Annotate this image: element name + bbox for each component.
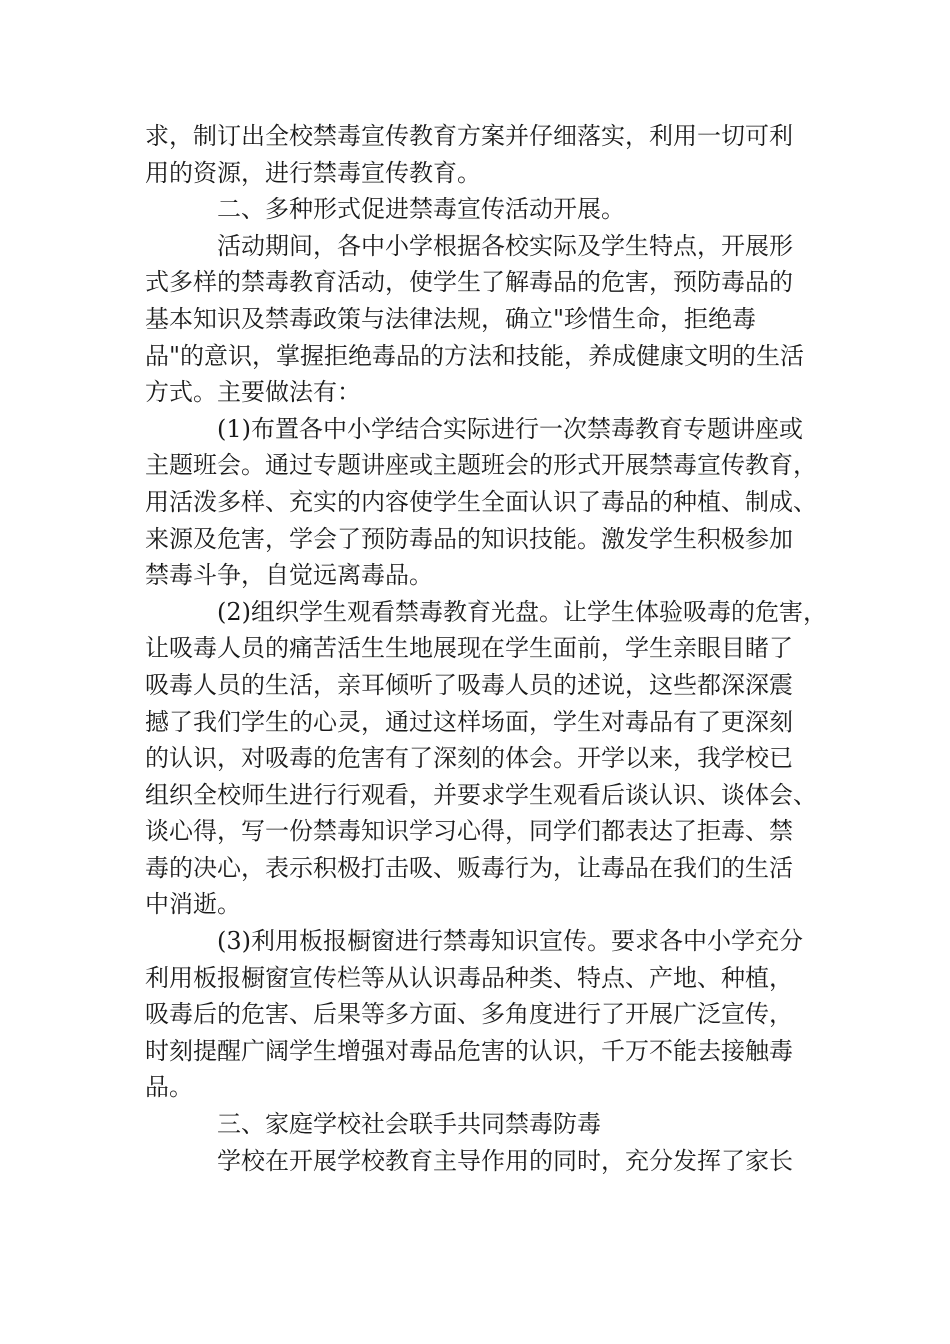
text-line: 利用板报橱窗宣传栏等从认识毒品种类、特点、产地、种植， bbox=[145, 963, 793, 992]
text-line: (1)布置各中小学结合实际进行一次禁毒教育专题讲座或 bbox=[217, 414, 803, 443]
text-line: 主题班会。通过专题讲座或主题班会的形式开展禁毒宣传教育， bbox=[145, 451, 817, 480]
document-body bbox=[145, 118, 827, 1179]
text-line: 方式。主要做法有： bbox=[145, 378, 361, 407]
text-line: 毒的决心，表示积极打击吸、贩毒行为，让毒品在我们的生活 bbox=[145, 853, 793, 882]
text-line: 谈心得，写一份禁毒知识学习心得，同学们都表达了拒毒、禁 bbox=[145, 817, 793, 846]
text-line: 的认识，对吸毒的危害有了深刻的体会。开学以来，我学校已 bbox=[145, 744, 793, 773]
text-line: 用活泼多样、充实的内容使学生全面认识了毒品的种植、制成、 bbox=[145, 487, 817, 516]
text-line: 三、家庭学校社会联手共同禁毒防毒 bbox=[217, 1110, 601, 1139]
text-line: 中消逝。 bbox=[145, 890, 241, 919]
text-line: 让吸毒人员的痛苦活生生地展现在学生面前，学生亲眼目睹了 bbox=[145, 634, 793, 663]
text-line: 品"的意识，掌握拒绝毒品的方法和技能，养成健康文明的生活 bbox=[145, 341, 805, 370]
text-line: 来源及危害，学会了预防毒品的知识技能。激发学生积极参加 bbox=[145, 524, 793, 553]
text-line: 学校在开展学校教育主导作用的同时，充分发挥了家长 bbox=[217, 1146, 793, 1175]
text-line: 撼了我们学生的心灵，通过这样场面，学生对毒品有了更深刻 bbox=[145, 707, 793, 736]
text-line: 用的资源，进行禁毒宣传教育。 bbox=[145, 158, 481, 187]
text-line: 时刻提醒广阔学生增强对毒品危害的认识，千万不能去接触毒 bbox=[145, 1036, 793, 1065]
text-line: (2)组织学生观看禁毒教育光盘。让学生体验吸毒的危害， bbox=[217, 597, 827, 626]
text-line: 品。 bbox=[145, 1073, 193, 1102]
text-line: 吸毒后的危害、后果等多方面、多角度进行了开展广泛宣传， bbox=[145, 1000, 793, 1029]
text-line: (3)利用板报橱窗进行禁毒知识宣传。要求各中小学充分 bbox=[217, 927, 803, 956]
text-line: 活动期间，各中小学根据各校实际及学生特点，开展形 bbox=[217, 231, 793, 260]
text-line: 禁毒斗争，自觉远离毒品。 bbox=[145, 561, 433, 590]
text-line: 求，制订出全校禁毒宣传教育方案并仔细落实，利用一切可利 bbox=[145, 122, 793, 150]
text-line: 式多样的禁毒教育活动，使学生了解毒品的危害，预防毒品的 bbox=[145, 268, 793, 297]
text-line: 组织全校师生进行行观看，并要求学生观看后谈认识、谈体会、 bbox=[145, 780, 817, 809]
text-line: 二、多种形式促进禁毒宣传活动开展。 bbox=[217, 195, 625, 224]
text-line: 吸毒人员的生活，亲耳倾听了吸毒人员的述说，这些都深深震 bbox=[145, 670, 793, 699]
text-line: 基本知识及禁毒政策与法律法规，确立"珍惜生命，拒绝毒 bbox=[145, 304, 757, 333]
